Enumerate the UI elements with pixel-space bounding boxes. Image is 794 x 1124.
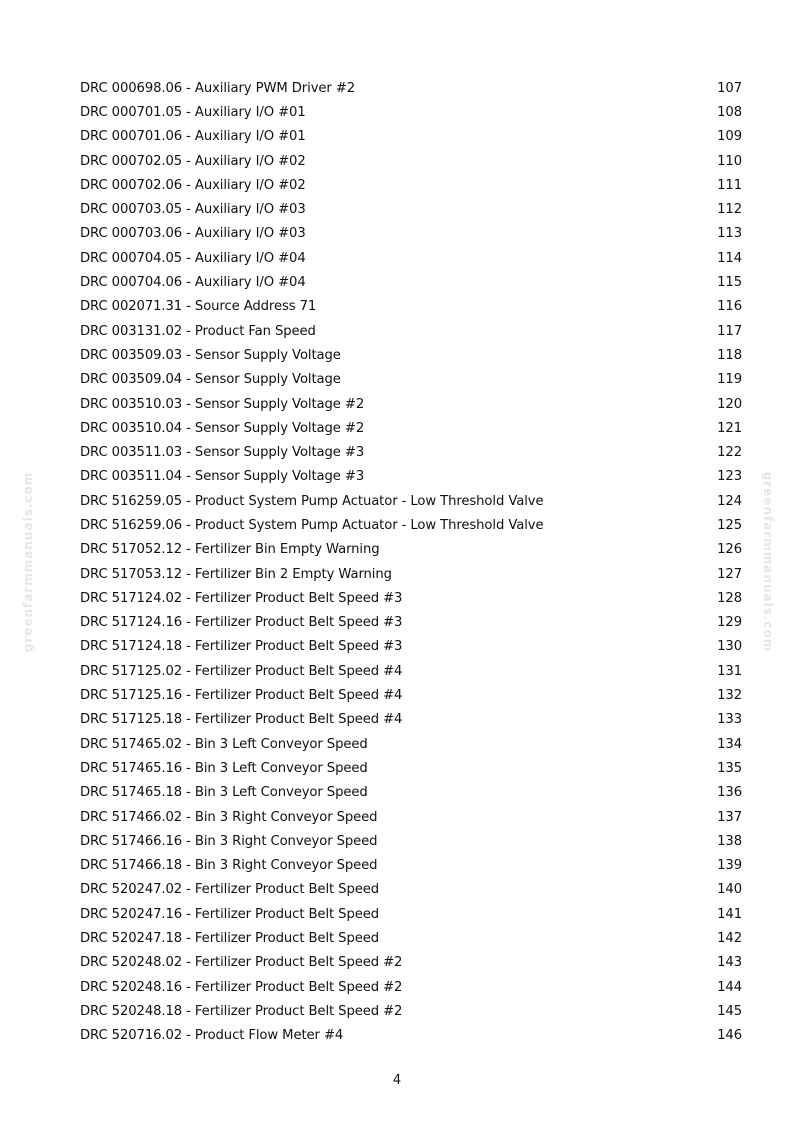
toc-entry-page: 145 [717, 1003, 742, 1019]
toc-entry-page: 113 [717, 226, 742, 242]
toc-entry-title: DRC 003511.04 - Sensor Supply Voltage #3 [80, 469, 365, 485]
toc-entry-page: 122 [717, 445, 742, 461]
watermark-right: greenfarmmanuals.com [761, 471, 775, 653]
toc-entry-page: 144 [717, 979, 742, 995]
toc-entry-page: 128 [717, 590, 742, 606]
toc-entry-page: 146 [717, 1028, 742, 1044]
toc-entry[interactable] [80, 392, 742, 416]
toc-entry[interactable] [80, 222, 742, 246]
toc-entry[interactable] [80, 465, 742, 489]
toc-entry-page: 137 [717, 809, 742, 825]
toc-entry[interactable] [80, 343, 742, 367]
toc-entry-page: 134 [717, 736, 742, 752]
toc-entry-title: DRC 517465.16 - Bin 3 Left Conveyor Speed [80, 760, 368, 776]
toc-entry-title: DRC 517125.18 - Fertilizer Product Belt Speed #4 [80, 712, 403, 728]
toc-entry-page: 121 [717, 420, 742, 436]
toc-entry-page: 142 [717, 931, 742, 947]
toc-entry-title: DRC 520247.18 - Fertilizer Product Belt Speed [80, 931, 380, 947]
toc-entry[interactable] [80, 125, 742, 149]
toc-entry-page: 126 [717, 542, 742, 558]
toc-entry-title: DRC 517466.02 - Bin 3 Right Conveyor Speed [80, 809, 378, 825]
toc-entry-title: DRC 517125.02 - Fertilizer Product Belt Speed #4 [80, 663, 403, 679]
toc-entry[interactable] [80, 270, 742, 294]
toc-entry[interactable] [80, 246, 742, 270]
toc-entry-page: 111 [717, 177, 742, 193]
watermark-left: greenfarmmanuals.com [21, 471, 35, 653]
toc-entry-title: DRC 000701.06 - Auxiliary I/O #01 [80, 129, 306, 145]
toc-entry-page: 116 [717, 299, 742, 315]
toc-entry-title: DRC 517466.16 - Bin 3 Right Conveyor Speed [80, 833, 378, 849]
toc-entry-title: DRC 516259.05 - Product System Pump Actuator - Low Threshold Valve [80, 493, 544, 509]
toc-entry[interactable] [80, 805, 742, 829]
toc-entry[interactable] [80, 319, 742, 343]
toc-entry[interactable] [80, 489, 742, 513]
toc-entry-page: 108 [717, 104, 742, 120]
toc-entry-page: 124 [717, 493, 742, 509]
toc-entry-page: 140 [717, 882, 742, 898]
toc-entry-page: 131 [717, 663, 742, 679]
toc-entry-page: 117 [717, 323, 742, 339]
toc-entry-title: DRC 517053.12 - Fertilizer Bin 2 Empty Warning [80, 566, 392, 582]
toc-entry-title: DRC 520248.02 - Fertilizer Product Belt Speed #2 [80, 955, 403, 971]
toc-entry-page: 141 [717, 906, 742, 922]
toc-entry-title: DRC 517465.02 - Bin 3 Left Conveyor Speed [80, 736, 368, 752]
toc-entry-page: 115 [717, 275, 742, 291]
toc-entry-page: 110 [717, 153, 742, 169]
toc-entry-page: 125 [717, 517, 742, 533]
toc-entry[interactable] [80, 76, 742, 100]
toc-entry[interactable] [80, 683, 742, 707]
toc-entry-title: DRC 520247.16 - Fertilizer Product Belt Speed [80, 906, 380, 922]
toc-entry[interactable] [80, 635, 742, 659]
toc-entry[interactable] [80, 562, 742, 586]
toc-entry-page: 118 [717, 347, 742, 363]
toc-entry[interactable] [80, 829, 742, 853]
toc-entry[interactable] [80, 368, 742, 392]
toc-entry[interactable] [80, 854, 742, 878]
toc-entry-title: DRC 517125.16 - Fertilizer Product Belt Speed #4 [80, 688, 403, 704]
toc-entry-page: 143 [717, 955, 742, 971]
toc-entry[interactable] [80, 926, 742, 950]
toc-entry-title: DRC 517465.18 - Bin 3 Left Conveyor Speed [80, 785, 368, 801]
toc-entry-page: 138 [717, 833, 742, 849]
toc-entry-title: DRC 516259.06 - Product System Pump Actuator - Low Threshold Valve [80, 517, 544, 533]
toc-entry-page: 109 [717, 129, 742, 145]
toc-entry-page: 120 [717, 396, 742, 412]
toc-entry[interactable] [80, 732, 742, 756]
toc-entry-page: 133 [717, 712, 742, 728]
toc-entry-title: DRC 003131.02 - Product Fan Speed [80, 323, 316, 339]
toc-entry[interactable] [80, 781, 742, 805]
toc-entry-page: 119 [717, 372, 742, 388]
toc-entry[interactable] [80, 951, 742, 975]
toc-entry[interactable] [80, 197, 742, 221]
toc-entry-title: DRC 003510.03 - Sensor Supply Voltage #2 [80, 396, 365, 412]
toc-entry-page: 123 [717, 469, 742, 485]
toc-entry-page: 139 [717, 858, 742, 874]
toc-entry-page: 136 [717, 785, 742, 801]
toc-entry[interactable] [80, 708, 742, 732]
toc-entry-title: DRC 000698.06 - Auxiliary PWM Driver #2 [80, 80, 356, 96]
toc-entry-title: DRC 003510.04 - Sensor Supply Voltage #2 [80, 420, 365, 436]
toc-entry-title: DRC 517124.18 - Fertilizer Product Belt Speed #3 [80, 639, 403, 655]
toc-entry[interactable] [80, 586, 742, 610]
toc-entry-title: DRC 000703.06 - Auxiliary I/O #03 [80, 226, 306, 242]
toc-entry-title: DRC 517124.02 - Fertilizer Product Belt Speed #3 [80, 590, 403, 606]
toc-entry[interactable] [80, 902, 742, 926]
toc-entry[interactable] [80, 440, 742, 464]
toc-entry[interactable] [80, 295, 742, 319]
toc-entry-title: DRC 003511.03 - Sensor Supply Voltage #3 [80, 445, 365, 461]
toc-entry-title: DRC 002071.31 - Source Address 71 [80, 299, 317, 315]
toc-entry[interactable] [80, 878, 742, 902]
toc-entry-page: 114 [717, 250, 742, 266]
toc-entry-page: 112 [717, 202, 742, 218]
toc-entry-title: DRC 000702.06 - Auxiliary I/O #02 [80, 177, 306, 193]
toc-entry-title: DRC 000704.06 - Auxiliary I/O #04 [80, 275, 306, 291]
toc-entry[interactable] [80, 173, 742, 197]
toc-entry[interactable] [80, 756, 742, 780]
toc-entry[interactable] [80, 1024, 742, 1048]
toc-entry[interactable] [80, 513, 742, 537]
toc-entry-title: DRC 003509.03 - Sensor Supply Voltage [80, 347, 341, 363]
toc-entry-title: DRC 520248.18 - Fertilizer Product Belt Speed #2 [80, 1003, 403, 1019]
toc-entry[interactable] [80, 538, 742, 562]
toc-entry-title: DRC 000704.05 - Auxiliary I/O #04 [80, 250, 306, 266]
toc-entry-title: DRC 520716.02 - Product Flow Meter #4 [80, 1028, 344, 1044]
toc-entry-title: DRC 000702.05 - Auxiliary I/O #02 [80, 153, 306, 169]
toc-entry-page: 129 [717, 615, 742, 631]
toc-entry-page: 135 [717, 760, 742, 776]
toc-entry-title: DRC 000701.05 - Auxiliary I/O #01 [80, 104, 306, 120]
toc-entry[interactable] [80, 100, 742, 124]
page-number: 4 [392, 1073, 402, 1088]
toc-entry-page: 107 [717, 80, 742, 96]
toc-entry[interactable] [80, 149, 742, 173]
toc-entry-title: DRC 520248.16 - Fertilizer Product Belt Speed #2 [80, 979, 403, 995]
toc-entry[interactable] [80, 659, 742, 683]
toc-entry-title: DRC 000703.05 - Auxiliary I/O #03 [80, 202, 306, 218]
toc-entry[interactable] [80, 611, 742, 635]
toc-entry[interactable] [80, 975, 742, 999]
toc-entry-title: DRC 003509.04 - Sensor Supply Voltage [80, 372, 341, 388]
toc-entry-title: DRC 517052.12 - Fertilizer Bin Empty Warning [80, 542, 380, 558]
toc-entry[interactable] [80, 999, 742, 1023]
toc-entry-title: DRC 520247.02 - Fertilizer Product Belt Speed [80, 882, 380, 898]
toc-entry-title: DRC 517124.16 - Fertilizer Product Belt Speed #3 [80, 615, 403, 631]
toc-entry-page: 132 [717, 688, 742, 704]
toc-entry-page: 127 [717, 566, 742, 582]
toc-entry-page: 130 [717, 639, 742, 655]
toc-entry[interactable] [80, 416, 742, 440]
toc-entry-title: DRC 517466.18 - Bin 3 Right Conveyor Speed [80, 858, 378, 874]
table-of-contents [80, 76, 742, 1048]
